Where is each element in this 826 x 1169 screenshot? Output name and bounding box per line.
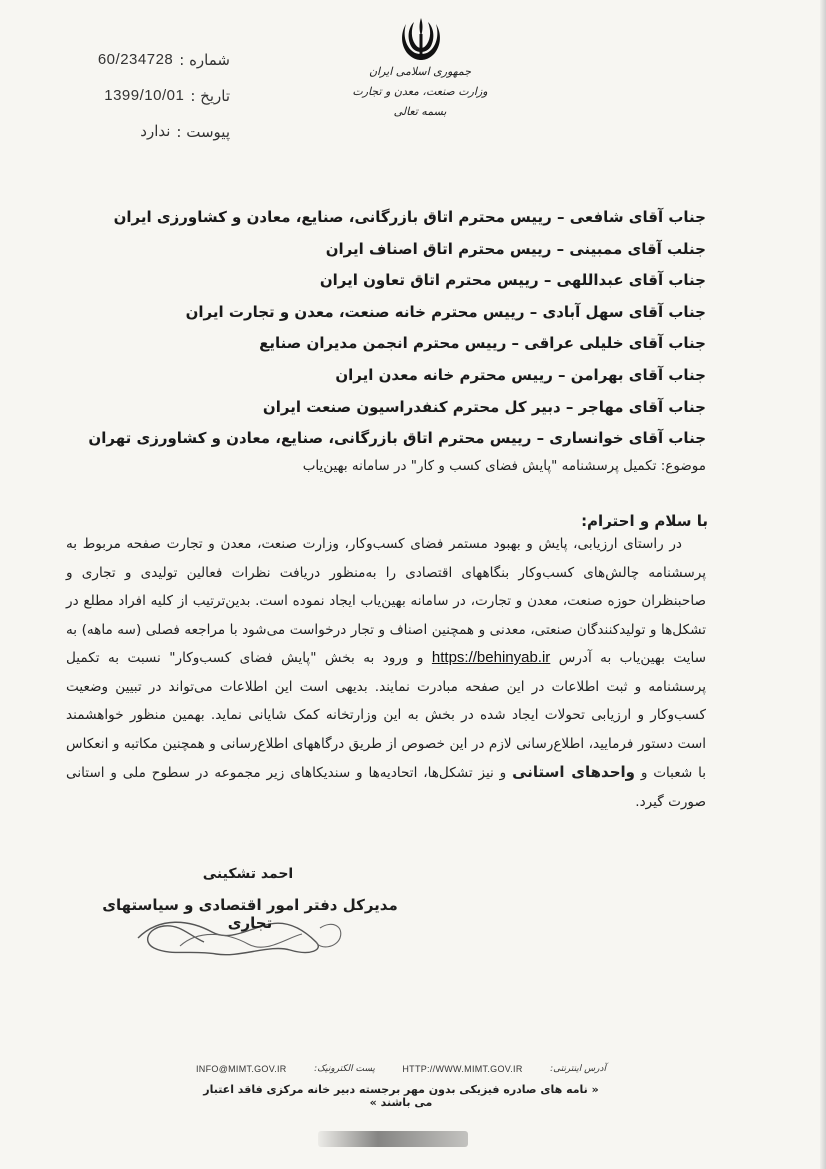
recipient-line: جناب آقای مهاجر – دبیر کل محترم کنفدراسیون صنعت ایران	[262, 397, 706, 416]
recipient-line: جنلب آقای ممبینی – رییس محترم اتاق اصناف ایران	[325, 239, 706, 258]
body-bold-phrase: واحدهای استانی	[512, 763, 635, 781]
scan-smudge	[318, 1131, 468, 1147]
number-row	[60, 42, 230, 78]
greeting: با سلام و احترام:	[581, 512, 708, 530]
signer-title: مدیرکل دفتر امور اقتصادی و سیاستهای تجاری	[102, 896, 398, 932]
attachment-value: ندارد	[140, 123, 171, 140]
number-value: 60/234728	[97, 51, 174, 68]
body-text-part2: و ورود به بخش "پایش فضای کسب‌وکار" نسبت به تکمیل پرسشنامه و ثبت اطلاعات در این صفحه مبادرت نمایند. بدیهی است این اطلاعات می‌تواند در تبیین وضعیت کسب‌وکار و ارزیابی تحولات ایجاد شده در بخش به این وزارتخانه کمک شایانی نماید. بهمین منظور خواهشمند است دستور فرمایید، اطلاع‌رسانی لازم در این خصوص از طریق درگاههای اطلاع‌رسانی و همچنین مکاتبه و انعکاس با شعبات و	[66, 650, 706, 781]
recipient-line: جناب آقای بهرامن – رییس محترم خانه معدن ایران	[335, 365, 706, 384]
date-value: 1399/10/01	[104, 87, 185, 104]
number-label: شماره :	[179, 51, 230, 69]
ministry-name: وزارت صنعت، معدن و تجارت	[352, 85, 488, 98]
ministry-header	[330, 62, 510, 122]
attachment-label: پیوست :	[176, 123, 230, 141]
recipient-line: جناب آقای سهل آبادی – رییس محترم خانه صنعت، معدن و تجارت ایران	[185, 302, 706, 321]
footer-contacts	[196, 1060, 606, 1078]
recipients-list	[86, 202, 706, 455]
footer-email[interactable]: INFO@MIMT.GOV.IR	[196, 1064, 287, 1074]
scan-edge	[820, 0, 826, 1169]
letter-meta	[60, 42, 230, 150]
website-link[interactable]: https://behinyab.ir	[431, 649, 551, 666]
subject-line: موضوع: تکمیل پرسشنامه "پایش فضای کسب و کار" در سامانه بهین‌یاب	[302, 458, 706, 474]
recipient-line: جناب آقای خوانساری – رییس محترم اتاق بازرگانی، صنایع، معادن و کشاورزی تهران	[88, 429, 706, 448]
recipient-line: جناب آقای شافعی – رییس محترم اتاق بازرگانی، صنایع، معادن و کشاورزی ایران	[113, 208, 706, 226]
body-text-part1: در راستای ارزیابی، پایش و بهبود مستمر فضای کسب‌وکار، وزارت صنعت، معدن و تجارت صفحه مربوط به پرسشنامه چالش‌های کسب‌وکار بنگاههای اقتصادی را به‌منظور دریافت نظرات فعالین تولیدی و تجاری و صاحبنظران حوزه صنعت، معدن و تجارت، در سامانه بهین‌یاب ایجاد نموده است. بدین‌ترتیب از کلیه افراد مطلع در تشکل‌ها و تولیدکنندگان صنعتی، معدنی و همچنین اصناف و تجار درخواست می‌شود با مراجعه فصلی (سه ماهه) به سایت بهین‌یاب به آدرس	[66, 536, 706, 666]
footer-website[interactable]: HTTP://WWW.MIMT.GOV.IR	[402, 1064, 523, 1074]
attachment-row	[60, 114, 230, 150]
country-name: جمهوری اسلامی ایران	[368, 65, 472, 78]
signer-name: احمد تشکینی	[202, 866, 294, 882]
date-row	[60, 78, 230, 114]
iran-emblem-icon	[398, 14, 444, 66]
basmala: بسمه تعالی	[393, 105, 447, 118]
recipient-line: جناب آقای خلیلی عراقی – رییس محترم انجمن مدیران صنایع	[259, 334, 706, 353]
footer-note: « نامه های صادره فیزیکی بدون مهر برجسته دبیر خانه مرکزی فاقد اعتبار می باشند »	[203, 1083, 599, 1109]
footer-website-label: آدرس اینترنتی:	[550, 1064, 606, 1074]
footer-email-label: پست الکترونیک:	[314, 1064, 375, 1074]
recipient-line: جناب آقای عبداللهی – رییس محترم اتاق تعاون ایران	[319, 271, 706, 290]
letter-body	[66, 530, 706, 816]
date-label: تاریخ :	[190, 87, 230, 105]
body-text-part3: و نیز تشکل‌ها، اتحادیه‌ها و سندیکاهای زیر مجموعه در سطوح ملی و استانی صورت گیرد.	[66, 765, 706, 810]
